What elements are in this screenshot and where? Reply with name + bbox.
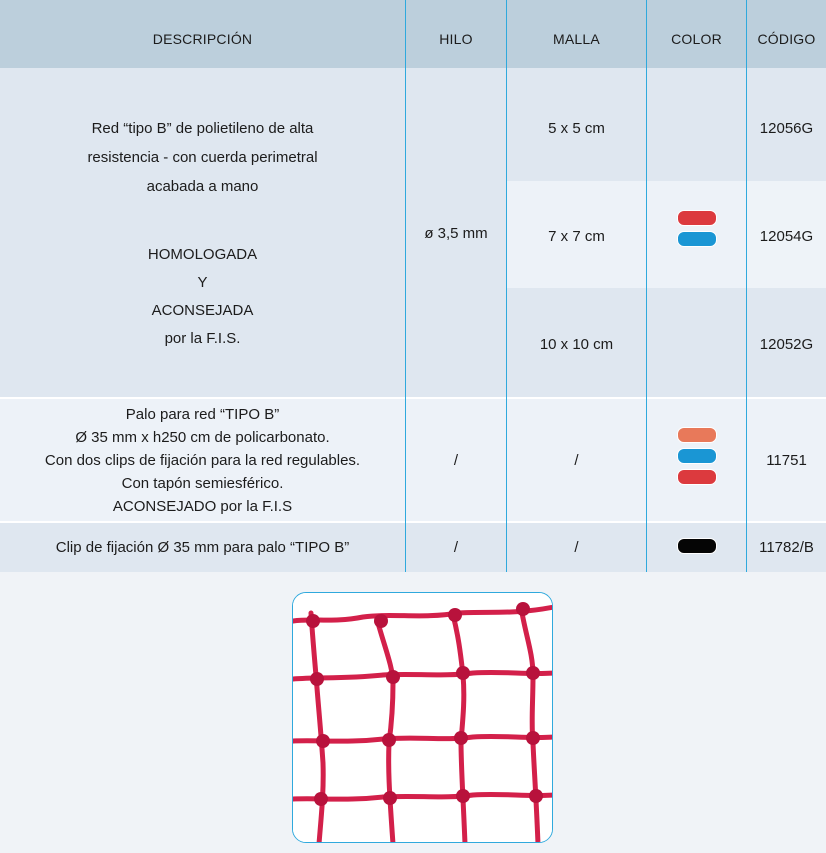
product-1-hilo: ø 3,5 mm (424, 224, 488, 242)
product-1-description (0, 114, 405, 201)
color-swatch-blue (677, 448, 717, 464)
product-3-codigo: 11782/B (759, 538, 814, 556)
color-swatch-black (677, 538, 717, 554)
header-codigo: CÓDIGO (757, 30, 816, 47)
net-photo (292, 592, 553, 843)
certification-line: Y (197, 274, 208, 291)
header-hilo: HILO (439, 30, 473, 47)
description-line: Con dos clips de fijación para la red regulables. (44, 452, 361, 469)
product-2-malla: / (574, 451, 579, 469)
description-line: Ø 35 mm x h250 cm de policarbonato. (75, 429, 330, 446)
description-line: Con tapón semiesférico. (121, 475, 284, 492)
product-1-malla-7: 7 x 7 cm (548, 227, 605, 245)
product-1-codigo-12056G: 12056G (759, 119, 814, 137)
header-color: COLOR (671, 30, 722, 47)
product-3-color-swatches (647, 538, 746, 554)
description-line: Palo para red “TIPO B” (125, 406, 280, 423)
description-line: resistencia - con cuerda perimetral (87, 149, 318, 166)
product-1-certification (0, 241, 405, 353)
description-line: acabada a mano (146, 178, 259, 195)
product-2-description (0, 403, 405, 518)
product-2-color-swatches (647, 427, 746, 485)
color-swatch-red (677, 210, 717, 226)
product-1-color-swatches (647, 210, 746, 247)
net-illustration (293, 593, 553, 843)
product-2-hilo: / (453, 451, 459, 469)
column-divider (646, 0, 647, 572)
color-swatch-orange (677, 427, 717, 443)
product-3-hilo: / (453, 538, 459, 556)
product-3-malla: / (574, 538, 579, 556)
description-line: ACONSEJADO por la F.I.S (112, 498, 293, 515)
header-malla: MALLA (553, 30, 600, 47)
color-swatch-red (677, 469, 717, 485)
header-descripcion: DESCRIPCIÓN (152, 30, 253, 47)
description-line: Red “tipo B” de polietileno de alta (91, 120, 314, 137)
certification-line: HOMOLOGADA (147, 246, 258, 263)
product-1-malla-5: 5 x 5 cm (548, 119, 605, 137)
certification-line: ACONSEJADA (151, 302, 254, 319)
product-1-codigo-12054G: 12054G (759, 227, 814, 245)
product-3-description: Clip de fijación Ø 35 mm para palo “TIPO B” (55, 538, 350, 556)
product-2-codigo: 11751 (766, 451, 807, 469)
product-1-codigo-12052G: 12052G (759, 335, 814, 353)
color-swatch-blue (677, 231, 717, 247)
certification-line: por la F.I.S. (164, 330, 241, 347)
product-1-malla-10: 10 x 10 cm (539, 335, 614, 353)
